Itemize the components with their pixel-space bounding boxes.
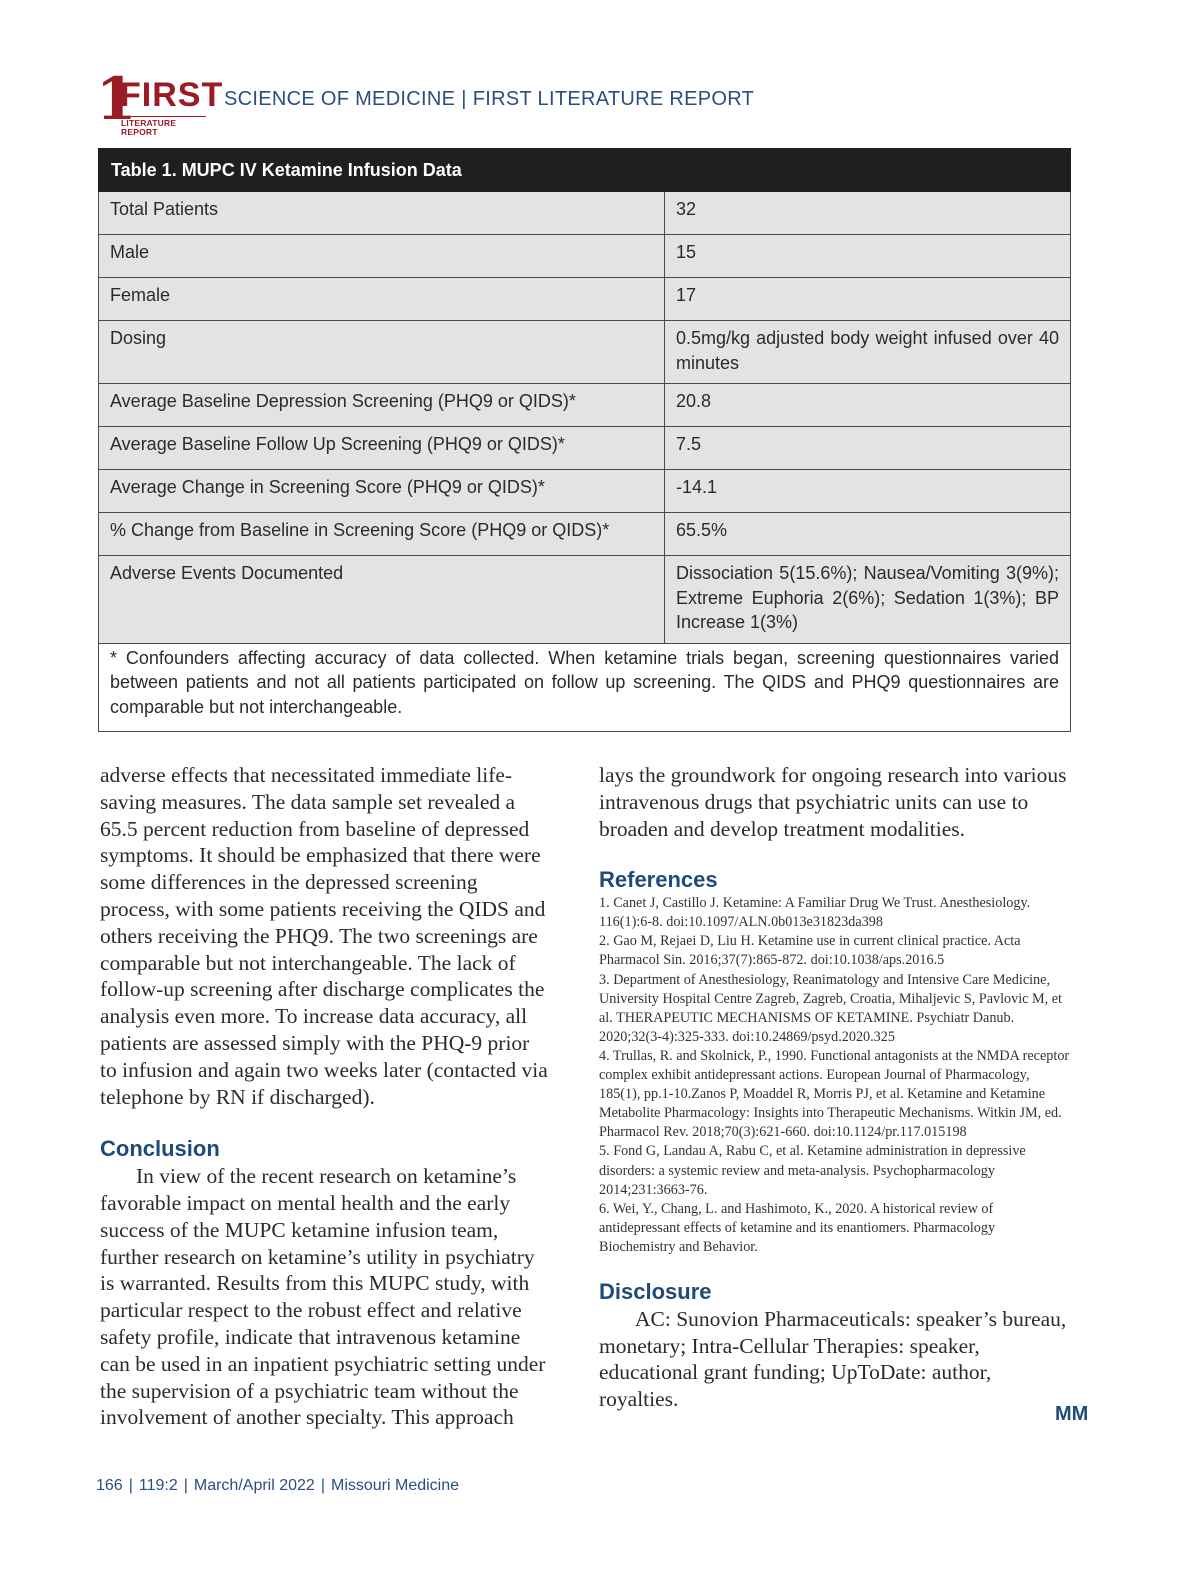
reference-item: 1. Canet J, Castillo J. Ketamine: A Familiar Drug We Trust. Anesthesiology. 116(1):6-8. doi:10.1097/ALN.0b013e31823da398 [599,895,1031,931]
row-value: 7.5 [665,427,1071,470]
issue-number: 119:2 [138,1477,178,1494]
header-separator: | [461,88,467,110]
references-heading: References [599,867,718,893]
section-name: SCIENCE OF MEDICINE [224,88,456,110]
first-literature-report-logo [96,65,224,137]
end-mark: MM [1055,1403,1089,1425]
left-column [100,762,548,1431]
reference-item: 5. Fond G, Landau A, Rabu C, et al. Ketamine administration in depressive disorders: a systemic review and meta-analysis. Psychopharmacology 2014;231:3663-76. [599,1143,1026,1198]
table-row [99,235,1071,278]
row-label: Dosing [99,321,665,384]
disclosure-heading: Disclosure [599,1278,712,1304]
row-label: Average Baseline Depression Screening (PHQ9 or QIDS)* [99,384,665,427]
page-number: 166 [96,1477,123,1494]
body-paragraph: adverse effects that necessitated immediate life-saving measures. The data sample set revealed a 65.5 percent reduction from baseline of depressed symptoms. It should be emphasized that there were some differences in the depressed screening process, with some patients receiving the QIDS and others receiving the PHQ9. The two screenings are comparable but not interchangeable. The lack of follow-up screening after discharge complicates the analysis even more. To increase data accuracy, all patients are assessed simply with the PHQ-9 prior to infusion and again two weeks later (contacted via telephone by RN if discharged). [100,763,548,1109]
reference-item: 6. Wei, Y., Chang, L. and Hashimoto, K., 2020. A historical review of antidepressant effects of ketamine and its enantiomers. Pharmacology Biochemistry and Behavior. [599,1200,996,1255]
table-row [99,192,1071,235]
table-row [99,384,1071,427]
logo-number: 1 [96,65,137,133]
table-row [99,470,1071,513]
conclusion-paragraph: In view of the recent research on ketamine’s favorable impact on mental health and the early success of the MUPC ketamine infusion team, further research on ketamine’s utility in psychiatry is warranted. Results from this MUPC study, with particular respect to the robust effect and relative safety profile, indicate that intravenous ketamine can be used in an inpatient psychiatric setting under the supervision of a psychiatric team without the involvement of another specialty. This approach [100,1164,546,1430]
row-value: 32 [665,192,1071,235]
logo-main-text: FIRST [120,76,224,114]
ketamine-infusion-table [98,148,1071,732]
table-row [99,427,1071,470]
row-value: 0.5mg/kg adjusted body weight infused over 40 minutes [665,321,1071,384]
reference-item: 3. Department of Anesthesiology, Reanimatology and Intensive Care Medicine, University Hospital Centre Zagreb, Zagreb, Croatia, Mihaljevic S, Pavlovic M, et al. THERAPEUTIC MECHANISMS OF KETAMINE. Psychiatr Danub. 2020;32(3-4):325-333. doi:10.24869/psyd.2020.325 [599,971,1062,1045]
reference-item: 2. Gao M, Rejaei D, Liu H. Ketamine use in current clinical practice. Acta Pharmacol Sin. 2016;37(7):865-872. doi:10.1038/aps.2016.5 [599,933,1021,969]
row-label: Total Patients [99,192,665,235]
row-value: 15 [665,235,1071,278]
table-row [99,321,1071,384]
footer-separator: | [128,1477,133,1494]
row-label: Adverse Events Documented [99,556,665,644]
logo-subtext: LITERATURE REPORT [121,116,206,136]
row-value: 65.5% [665,513,1071,556]
row-label: Average Baseline Follow Up Screening (PHQ9 or QIDS)* [99,427,665,470]
row-value: 20.8 [665,384,1071,427]
disclosure-paragraph: AC: Sunovion Pharmaceuticals: speaker’s bureau, monetary; Intra-Cellular Therapies: speaker, educational grant funding; UpToDate: author, royalties. [599,1306,1067,1412]
table-row [99,556,1071,644]
row-value: 17 [665,278,1071,321]
body-paragraph: lays the groundwork for ongoing research into various intravenous drugs that psychiatric units can use to broaden and develop treatment modalities. [599,763,1067,841]
page-header [96,65,1076,137]
row-value: Dissociation 5(15.6%); Nausea/Vomiting 3(9%); Extreme Euphoria 2(6%); Sedation 1(3%); BP Increase 1(3%) [665,556,1071,644]
row-label: Average Change in Screening Score (PHQ9 or QIDS)* [99,470,665,513]
row-label: Female [99,278,665,321]
footer-separator: | [320,1477,325,1494]
page-footer [96,1477,459,1495]
table-title-row [99,149,1071,192]
conclusion-heading: Conclusion [100,1136,220,1162]
reference-item: 4. Trullas, R. and Skolnick, P., 1990. Functional antagonists at the NMDA receptor complex exhibit antidepressant actions. European Journal of Pharmacology, 185(1), pp.1-10.Zanos P, Moaddel R, Morris PJ, et al. Ketamine and Ketamine Metabolite Pharmacology: Insights into Therapeutic Mechanisms. Witkin JM, ed. Pharmacol Rev. 2018;70(3):621-660. doi:10.1124/pr.117.015198 [599,1047,1070,1141]
table-row [99,278,1071,321]
table-row [99,513,1071,556]
header-title [224,88,754,111]
row-value: -14.1 [665,470,1071,513]
table-note-row [99,643,1071,732]
table-title: Table 1. MUPC IV Ketamine Infusion Data [99,149,1071,192]
row-label: Male [99,235,665,278]
right-column [599,762,1071,1413]
footer-separator: | [183,1477,188,1494]
row-label: % Change from Baseline in Screening Score (PHQ9 or QIDS)* [99,513,665,556]
issue-date: March/April 2022 [193,1477,315,1494]
journal-name: Missouri Medicine [330,1477,460,1494]
references-list [599,894,1071,1257]
table-footnote: * Confounders affecting accuracy of data collected. When ketamine trials began, screening questionnaires varied between patients and not all patients participated on follow up screening. The QIDS and PHQ9 questionnaires are comparable but not interchangeable. [99,643,1071,732]
report-name: FIRST LITERATURE REPORT [472,88,755,110]
